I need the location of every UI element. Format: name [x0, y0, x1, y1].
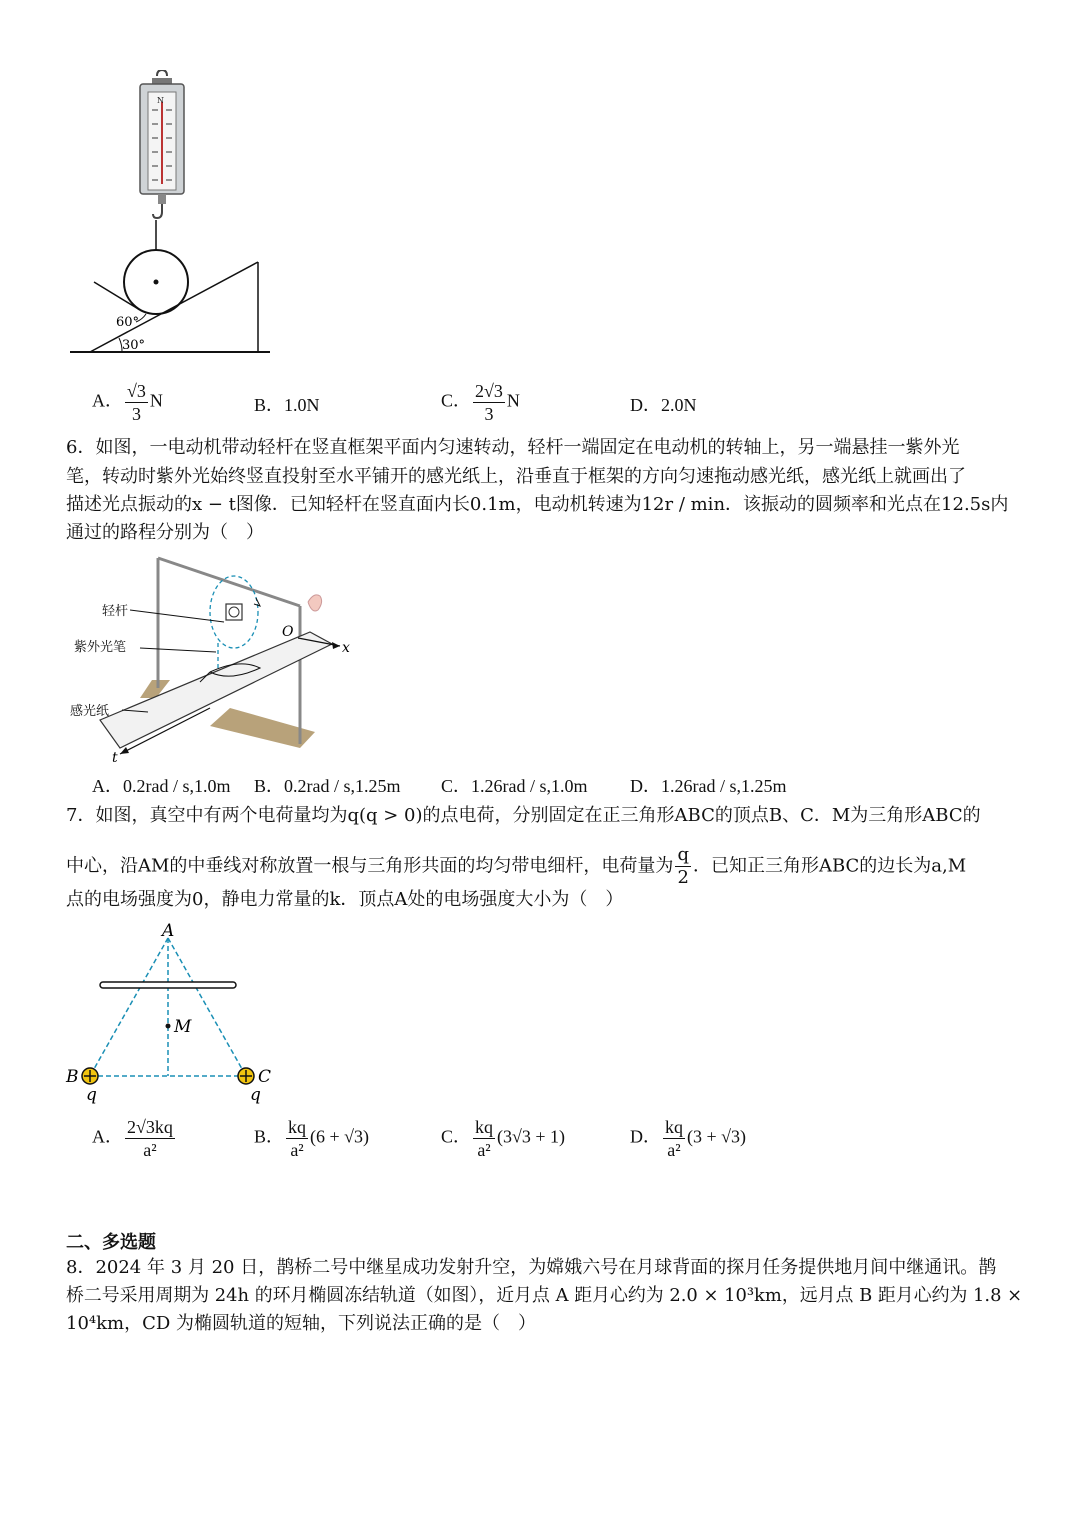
q7-line-3: 点的电场强度为0，静电力常量的k．顶点A处的电场强度大小为（ ） [66, 889, 624, 910]
angle-30-label: 30° [122, 338, 146, 353]
axis-x-label: x [342, 640, 350, 656]
option-a-denominator: a² [143, 1140, 157, 1160]
q6-line-2: 笔，转动时紫外光始终竖直投射至水平铺开的感光纸上，沿垂直于框架的方向匀速拖动感光纸，感光纸上就画出了 [66, 466, 966, 487]
center-m-label: M [174, 1017, 192, 1037]
option-b-numerator: kq [288, 1117, 307, 1137]
option-a-label: A． [92, 390, 123, 411]
option-c-label: C． [441, 1126, 472, 1147]
q8-line-3: 10⁴km，CD 为椭圆轨道的短轴，下列说法正确的是（ ） [66, 1313, 537, 1334]
option-c-unit: N [506, 390, 520, 411]
vertex-a-label: A [162, 921, 175, 941]
q7-option-b [254, 1116, 369, 1161]
option-a-denominator: 3 [131, 404, 141, 424]
section-heading-multiple-choice: 二、多选题 [66, 1232, 156, 1253]
option-b-denominator: a² [290, 1140, 304, 1160]
label-photo-paper: 感光纸 [70, 704, 110, 719]
option-d-label: D． [630, 1126, 661, 1147]
q7-line-1: 7．如图，真空中有两个电荷量均为q(q > 0)的点电荷，分别固定在正三角形ABC的顶点B、C．M为三角形ABC的 [66, 805, 981, 826]
option-c-denominator: 3 [484, 404, 494, 424]
option-c-numerator: kq [475, 1117, 494, 1137]
q6-line-1: 6．如图，一电动机带动轻杆在竖直框架平面内匀速转动，轻杆一端固定在电动机的转轴上，另一端悬挂一紫外光 [66, 437, 960, 458]
q6-line-3: 描述光点振动的x − t图像．已知轻杆在竖直面内长0.1m，电动机转速为12r / min．该振动的圆频率和光点在12.5s内 [66, 494, 1009, 515]
option-a-label: A． [92, 1126, 123, 1147]
vertex-b-label: B [66, 1067, 79, 1087]
q7-line-2-end: ．已知正三角形ABC的边长为a,M [692, 855, 967, 877]
q6-figure [60, 548, 360, 768]
q6-option-c: C．1.26rad / s,1.0m [441, 776, 588, 796]
q7-figure [60, 918, 290, 1108]
label-uv-pen: 紫外光笔 [74, 640, 127, 655]
q6-option-d: D．1.26rad / s,1.25m [630, 776, 787, 796]
q6-line-4: 通过的路程分别为（ ） [66, 522, 264, 543]
gauge-unit-label: N [157, 96, 164, 105]
q8-line-1: 8．2024 年 3 月 20 日，鹊桥二号中继星成功发射升空，为嫦娥六号在月球背面的探月任务提供地月间中继通讯。鹊 [66, 1257, 997, 1278]
q5-option-c [441, 380, 520, 425]
option-b-tail: (6 + √3) [310, 1126, 370, 1147]
option-c-numerator: 2√3 [475, 381, 503, 401]
q7-option-a [92, 1116, 177, 1161]
option-a-numerator: √3 [127, 381, 146, 401]
q5-option-d: D．2.0N [630, 395, 697, 415]
q7-line-2 [66, 844, 966, 889]
q7-line-2-start: 中心，沿AM的中垂线对称放置一根与三角形共面的均匀带电细杆，电荷量为 [66, 855, 674, 877]
option-b-label: B． [254, 1126, 285, 1147]
option-a-numerator: 2√3kq [127, 1117, 173, 1137]
q5-figure [60, 70, 280, 370]
axis-t-label: t [112, 750, 118, 766]
option-c-tail: (3√3 + 1) [497, 1126, 566, 1147]
q7-option-c [441, 1116, 565, 1161]
label-light-rod: 轻杆 [102, 604, 129, 619]
option-d-denominator: a² [667, 1140, 681, 1160]
option-c-label: C． [441, 390, 472, 411]
q5-option-a [92, 380, 163, 425]
charge-c-label: q [250, 1085, 261, 1105]
q6-option-a: A．0.2rad / s,1.0m [92, 776, 231, 796]
q7-option-d [630, 1116, 746, 1161]
option-d-tail: (3 + √3) [687, 1126, 747, 1147]
option-c-denominator: a² [477, 1140, 491, 1160]
option-d-numerator: kq [665, 1117, 683, 1137]
angle-60-label: 60° [116, 315, 140, 330]
q5-option-b: B．1.0N [254, 395, 320, 415]
q8-line-2: 桥二号采用周期为 24h 的环月椭圆冻结轨道（如图），近月点 A 距月心约为 2.0 × 10³km，远月点 B 距月心约为 1.8 × [66, 1285, 1023, 1306]
axis-o-label: O [282, 624, 294, 640]
q6-option-b: B．0.2rad / s,1.25m [254, 776, 401, 796]
vertex-c-label: C [258, 1067, 272, 1087]
q7-charge-denominator: 2 [677, 867, 689, 888]
q7-charge-numerator: q [677, 844, 689, 865]
charge-b-label: q [86, 1085, 97, 1105]
option-a-unit: N [149, 390, 163, 411]
